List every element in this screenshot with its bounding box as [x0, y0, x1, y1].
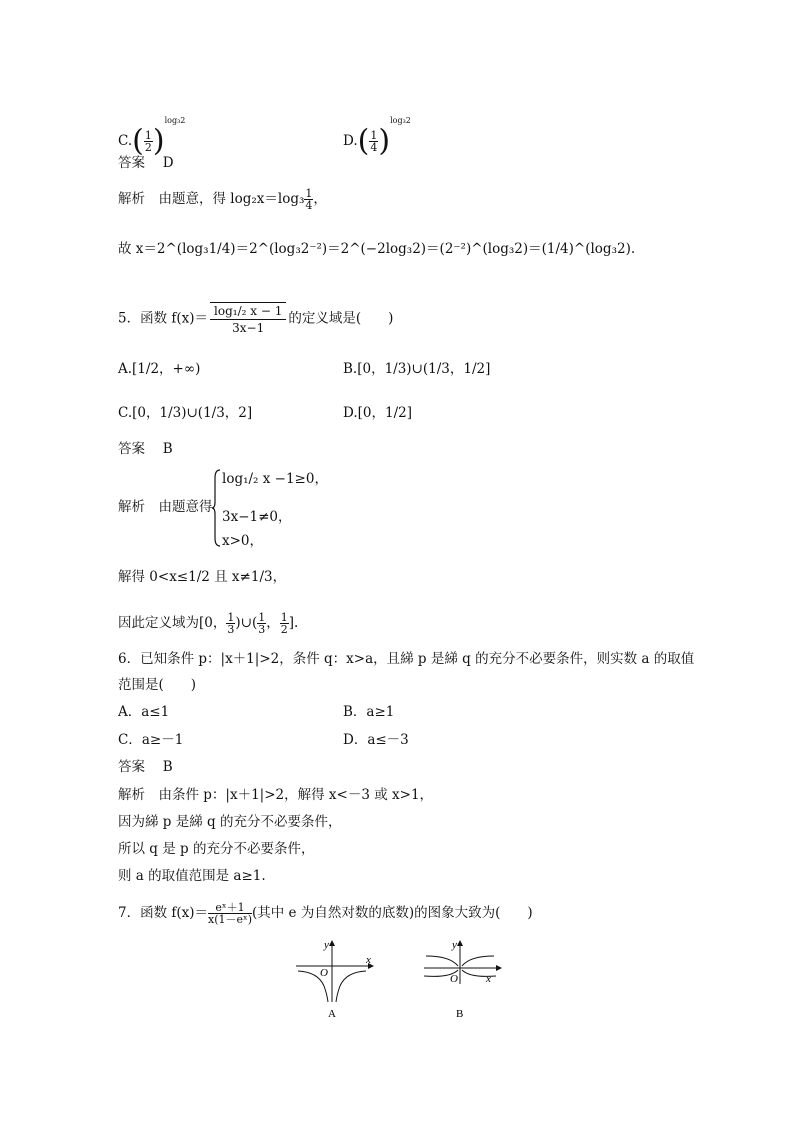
numerator: log₁/₂ x − 1 [210, 302, 286, 320]
curve-upper-right [462, 956, 494, 966]
q4-option-c [118, 112, 185, 157]
denominator: 2 [280, 623, 288, 636]
q5-option-a: A.[1/2，+∞) [118, 361, 201, 377]
numerator: 1 [305, 187, 313, 200]
numerator: 1 [227, 611, 235, 624]
graph-b-label: B [456, 1008, 464, 1020]
stem-text: 的定义域是( ) [288, 310, 394, 327]
denominator: 2 [144, 141, 152, 154]
exponent: log₃2 [390, 116, 411, 125]
denominator: x(1－eˣ) [208, 913, 252, 926]
analysis-text: 因此定义域为 [118, 615, 199, 631]
curve-right [336, 971, 366, 1002]
fraction [226, 612, 235, 635]
answer-value: B [162, 759, 173, 775]
fraction [369, 130, 378, 153]
denominator: 3x−1 [232, 321, 265, 335]
option-letter: C. [118, 133, 133, 149]
q5-option-d: D.[0，1/2] [343, 405, 412, 421]
stem-text: 5．函数 f(x)＝ [118, 310, 209, 327]
fraction [257, 612, 266, 635]
fraction [210, 302, 286, 336]
answer-value: B [162, 441, 173, 457]
q6-analysis-4: 则 a 的取值范围是 a≥1. [118, 868, 266, 884]
fraction [280, 612, 289, 635]
q6-option-b: B．a≥1 [343, 704, 395, 720]
y-axis-label: y [452, 939, 457, 951]
fraction [144, 130, 153, 153]
q5-option-b: B.[0，1/3)∪(1/3，1/2] [343, 361, 491, 377]
q6-stem-2: 范围是( ) [118, 677, 197, 693]
answer-label: 答案 [118, 441, 145, 457]
q5-system-line-1: log₁/₂ x −1≥0， [222, 471, 328, 487]
answer-value: D [162, 155, 174, 171]
q6-analysis-3: 所以 q 是 p 的充分不必要条件， [118, 841, 315, 857]
q4-answer [118, 154, 174, 172]
q5-option-c: C.[0，1/3)∪(1/3，2] [118, 405, 253, 421]
q5-answer [118, 440, 173, 458]
analysis-text: 由题意，得 log₂x＝log₃ [158, 191, 305, 207]
q6-option-d: D．a≤－3 [343, 732, 409, 748]
exponent: log₃2 [164, 116, 186, 125]
analysis-text: . [294, 615, 299, 631]
origin-label: O [320, 967, 328, 979]
paren-left: ( [357, 123, 370, 159]
paren-left: ( [132, 123, 144, 159]
system-brace [212, 468, 222, 548]
q5-system-line-2: 3x−1≠0， [222, 509, 292, 525]
numerator: 1 [258, 611, 266, 624]
answer-label: 答案 [118, 155, 145, 171]
x-axis-label: x [366, 954, 371, 966]
numerator: 1 [370, 129, 378, 142]
q7-stem [118, 902, 533, 925]
q6-analysis-1 [118, 786, 433, 804]
q5-analysis-3 [118, 612, 298, 635]
q6-analysis-2: 因为綈 p 是綈 q 的充分不必要条件， [118, 814, 342, 830]
y-axis-arrow [457, 940, 463, 946]
graph-a-label: A [328, 1008, 336, 1020]
denominator: 3 [227, 623, 235, 636]
denominator: 4 [305, 199, 313, 212]
domain-interval: [0， $\frac{1}{3}$ )∪( $\frac{1}{3}$ ， $\frac{1}{2}$ ] [199, 611, 294, 636]
analysis-formula: 故 x＝2^(log₃1/4)＝2^(log₃2⁻²)＝2^(−2log₃2)＝(2⁻²)^(log₃2)＝(1/4)^(log₃2). [118, 241, 636, 257]
q6-answer [118, 758, 173, 776]
paren-right: ) [378, 123, 391, 159]
q4-analysis-1 [118, 188, 327, 211]
q6-option-c: C．a≥－1 [118, 732, 184, 748]
stem-text: (其中 e 为自然对数的底数)的图象大致为( ) [252, 905, 533, 921]
q5-system-line-3: x>0， [222, 533, 264, 549]
numerator: 1 [144, 129, 152, 142]
option-letter: D. [343, 133, 358, 149]
origin-label: O [450, 973, 458, 985]
denominator: 3 [258, 623, 266, 636]
analysis-label: 解析 [118, 191, 145, 207]
numerator: eˣ＋1 [208, 902, 252, 914]
numerator: 1 [280, 611, 288, 624]
analysis-text: ， [313, 191, 327, 207]
q4-option-d [343, 112, 411, 157]
y-axis-label: y [324, 939, 329, 951]
stem-text: 7．函数 f(x)＝ [118, 905, 209, 921]
curve-upper-left [426, 956, 458, 966]
graph-b [420, 938, 506, 1022]
analysis-label: 解析 [118, 787, 145, 803]
q6-stem-1: 6．已知条件 p：|x＋1|>2，条件 q：x>a，且綈 p 是綈 q 的充分不必要条件，则实数 a 的取值 [118, 651, 695, 667]
q6-option-a: A．a≤1 [118, 704, 170, 720]
analysis-text: 由题意得 [158, 499, 213, 515]
x-axis-arrow [496, 965, 502, 971]
graph-a [292, 938, 378, 1022]
x-axis-label: x [486, 973, 491, 985]
q4-analysis-2 [118, 240, 635, 258]
analysis-label: 解析 [118, 499, 145, 515]
fraction [208, 902, 252, 925]
analysis-text: 由条件 p：|x＋1|>2，解得 x<－3 或 x>1， [158, 787, 434, 803]
q5-analysis-lead [118, 498, 213, 516]
y-axis-arrow [329, 940, 335, 946]
denominator: 4 [370, 141, 378, 154]
q5-stem [118, 302, 393, 336]
q5-analysis-2: 解得 0<x≤1/2 且 x≠1/3， [118, 569, 287, 585]
answer-label: 答案 [118, 759, 145, 775]
curve-lower-right [462, 970, 496, 976]
paren-right: ) [152, 123, 165, 159]
